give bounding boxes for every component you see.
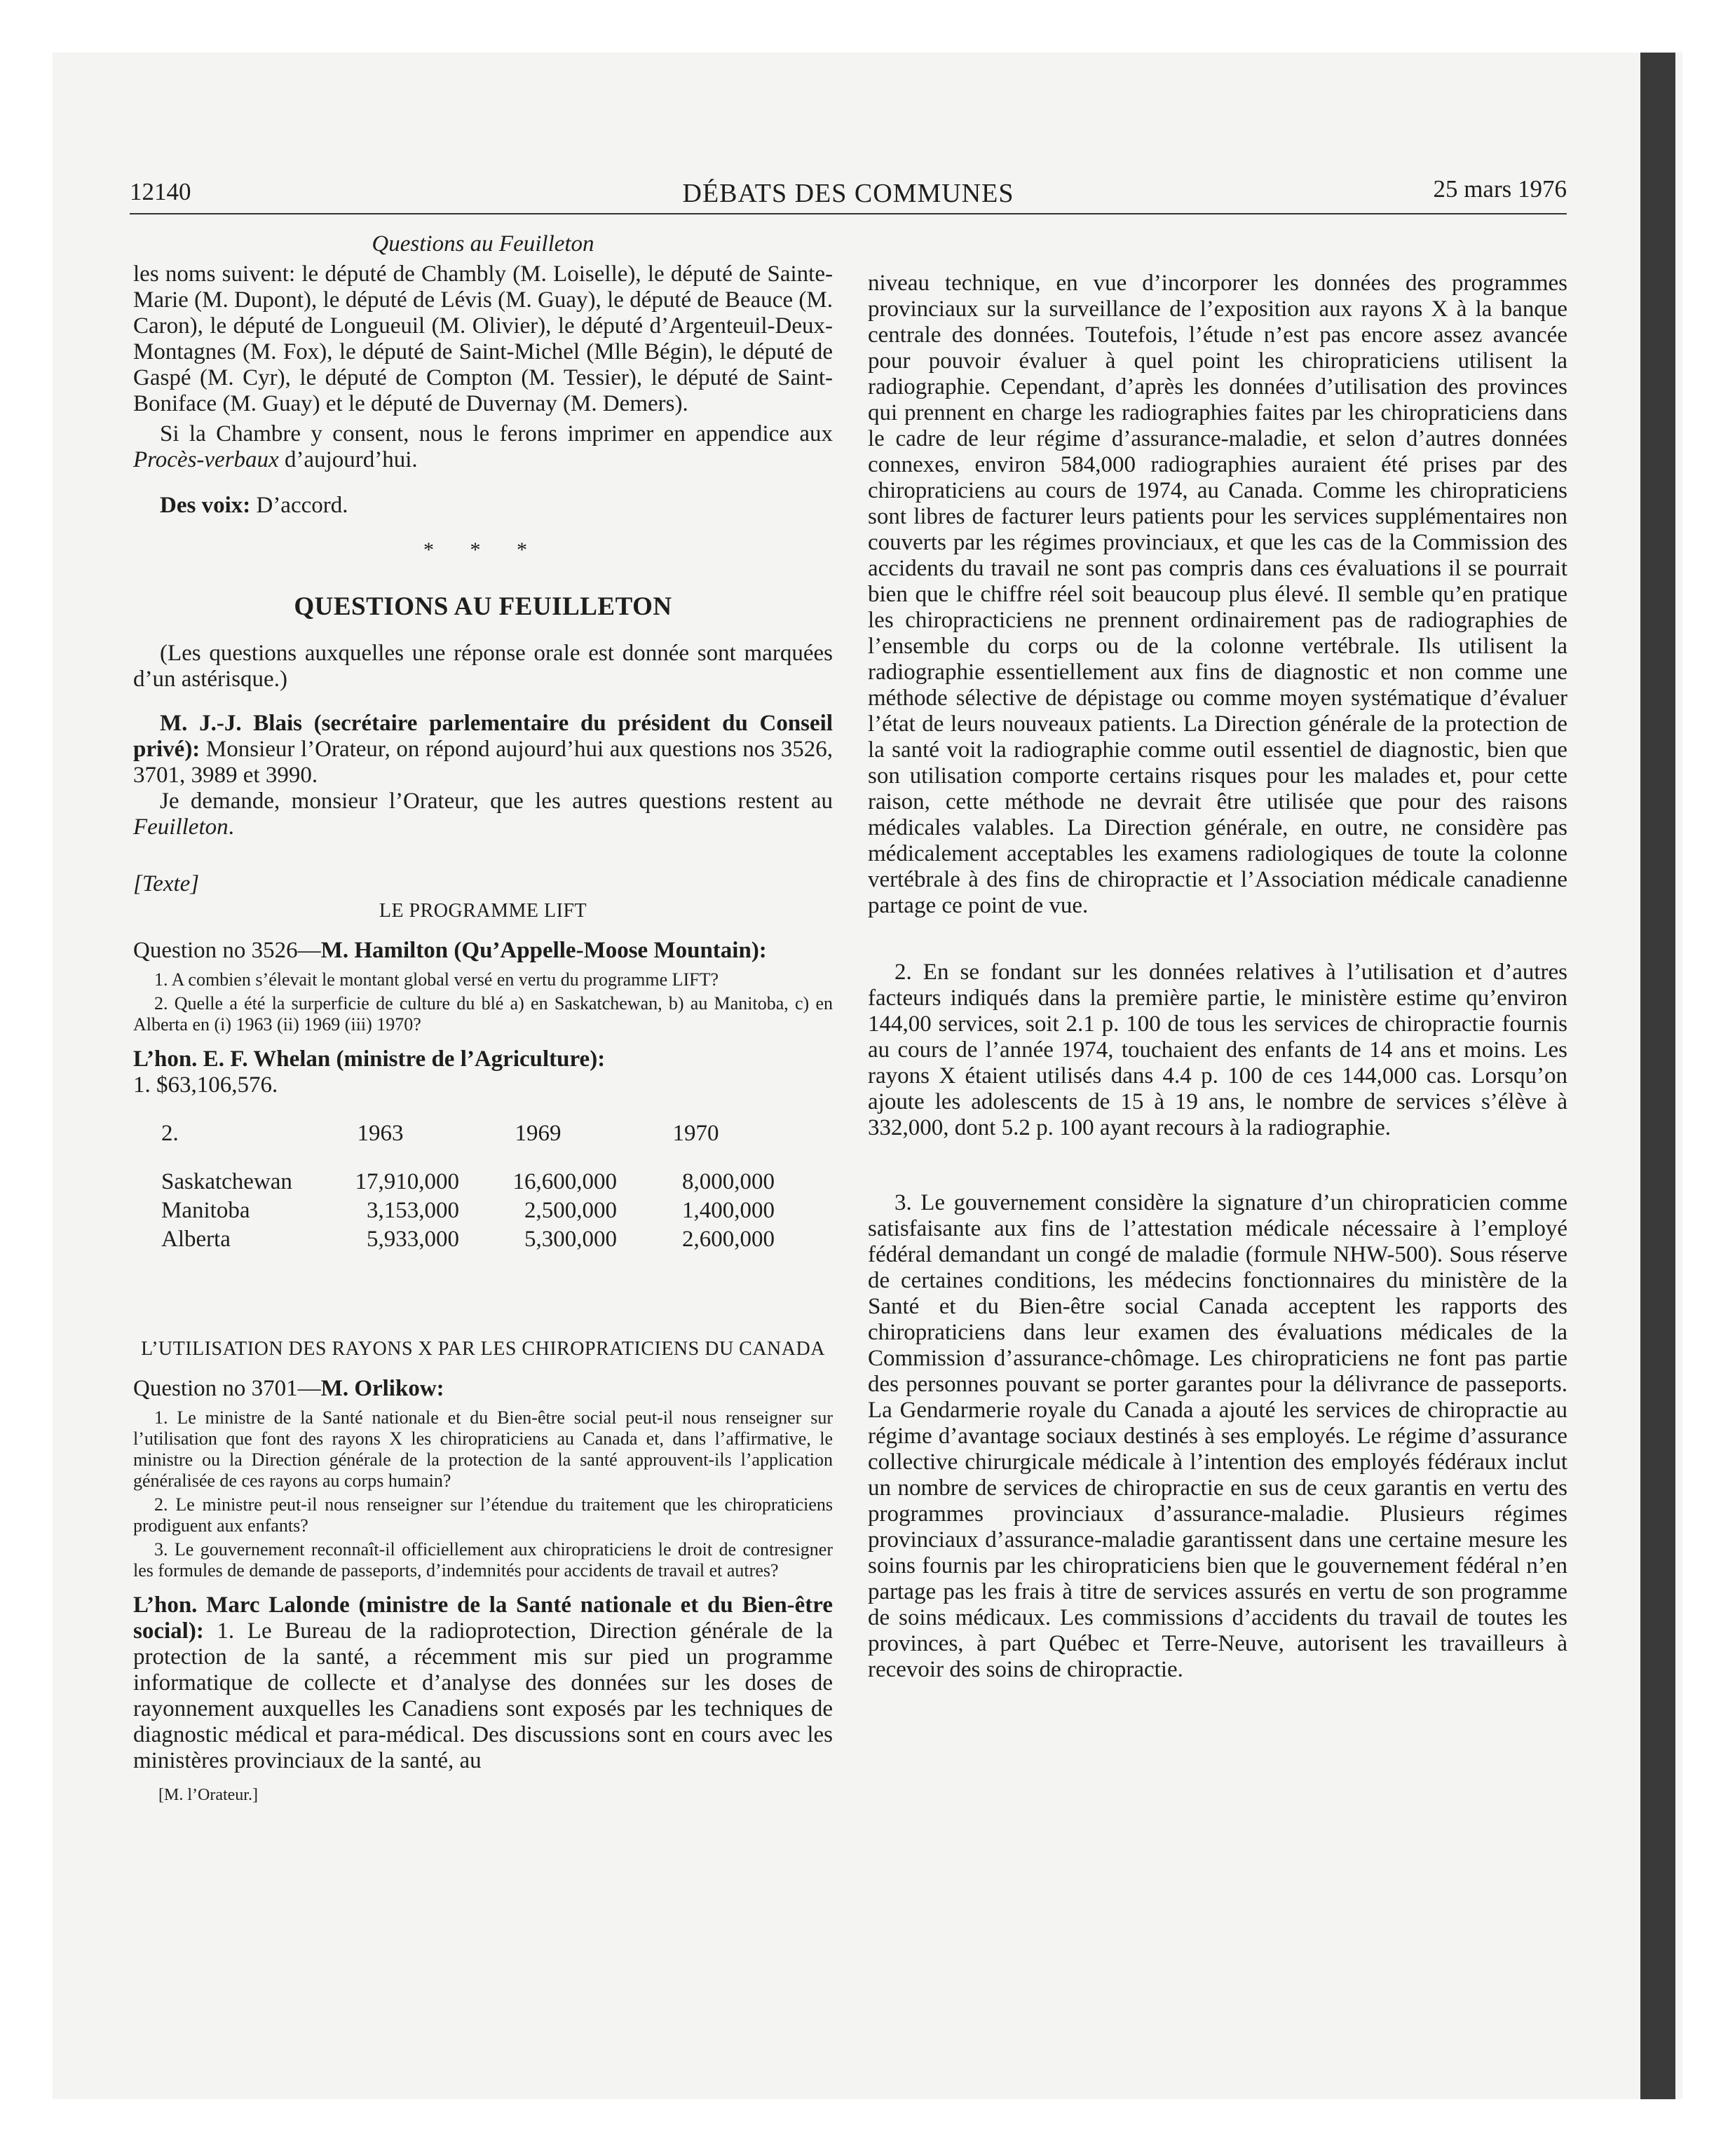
value-cell: 5,933,000	[367, 1227, 459, 1252]
question-3526-asker: M. Hamilton (Qu’Appelle-Moose Mountain):	[320, 938, 767, 963]
main-heading: QUESTIONS AU FEUILLETON	[294, 592, 672, 621]
list-item: 3. Le gouvernement reconnaît-il officiellement aux chiropraticiens le droit de contresigner les formules de demande de passeports, d’indemnités pour accidents de travail et autres?	[133, 1539, 833, 1581]
lift-heading: LE PROGRAMME LIFT	[379, 900, 587, 922]
page-header	[130, 174, 1567, 214]
province-cell: Manitoba	[161, 1198, 250, 1223]
table-label: 2.	[161, 1121, 179, 1146]
voices-label: Des voix:	[160, 493, 251, 518]
province-cell: Alberta	[161, 1227, 231, 1252]
voices-paragraph	[133, 493, 833, 519]
blais-request	[133, 789, 833, 840]
wheat-acreage-table	[161, 1119, 775, 1254]
blais-statement	[133, 711, 833, 789]
texte-label: [Texte]	[133, 871, 200, 896]
blais-request-text-b: .	[228, 814, 234, 840]
lalonde-speaker: L’hon. Marc Lalonde (ministre de la Santé nationale et du Bien-être social):	[133, 1592, 833, 1644]
year-header: 1963	[357, 1121, 404, 1146]
list-item: 2. Le ministre peut-il nous renseigner sur l’étendue du traitement que les chiropraticiens prodiguent aux enfants?	[133, 1494, 833, 1536]
whelan-speaker: L’hon. E. F. Whelan (ministre de l’Agriculture):	[133, 1046, 606, 1072]
value-cell: 3,153,000	[367, 1198, 459, 1223]
value-cell: 17,910,000	[355, 1169, 459, 1194]
blais-name: M. J.-J. Blais (secrétaire parlementaire du président du Conseil privé):	[133, 711, 833, 762]
blais-text: Monsieur l’Orateur, on répond aujourd’hui aux questions nos 3526, 3701, 3989 et 3990.	[133, 737, 833, 788]
left-column	[133, 231, 833, 1808]
question-3526	[133, 938, 833, 964]
question-3701-asker: M. Orlikow:	[320, 1376, 444, 1401]
table-row	[161, 1168, 775, 1196]
appendix-text-italic: Procès-verbaux	[133, 447, 279, 472]
appendix-paragraph	[133, 421, 833, 473]
answer-3-paragraph: 3. Le gouvernement considère la signature d’un chiropraticien comme satisfaisante aux fins de l’attestation médicale nécessaire à l’employé fédéral demandant un congé de maladie (formule NHW-500). Sous réserve de certaines conditions, les médecins fonctionnaires du ministère de la Santé et du Bien-être social Canada acceptent les rapports des chiropraticiens dans leur examen des évaluations médicales de la Commission d’assurance-chômage. Les chiropraticiens ne font pas partie des personnes pouvant se porter garantes pour la délivrance de passeports. La Gendarmerie royale du Canada a ajouté les services de chiropractie au régime d’avantage sociaux destinés à ses employés. Le régime d’assurance collective chirurgicale médicale à l’intention des employés fédéraux inclut un nombre de services de chiropractie en sus de ceux garantis en vertu des programmes provinciaux d’assurance-maladie. Plusieurs régimes provinciaux d’assurance-maladie garantissent dans une certaine mesure les soins fournis par les chiropraticiens bien que le gouvernement fédéral n’en partage pas les frais à titre de services assurés en vertu de son programme de soins médicaux. Les commissions d’accidents du travail de toutes les provinces, à part Québec et Terre-Neuve, autorisent les travailleurs à recevoir des soins de chiropractie.	[868, 1190, 1567, 1682]
table-row	[161, 1196, 775, 1225]
list-item: 1. A combien s’élevait le montant global versé en vertu du programme LIFT?	[154, 969, 719, 990]
section-stars: * * *	[423, 538, 543, 561]
province-cell: Saskatchewan	[161, 1169, 292, 1194]
list-item: 1. Le ministre de la Santé nationale et du Bien-être social peut-il nous renseigner sur l’utilisation que font des rayons X les chiropraticiens au Canada et, dans l’affirmative, le ministre ou la Direction générale de la protection de la santé approuvent-ils l’application généralisée de ces rayons au corps humain?	[133, 1407, 833, 1491]
oral-answer-note: (Les questions auxquelles une réponse orale est donnée sont marquées d’un astérisque.)	[133, 641, 833, 692]
lalonde-answer	[133, 1592, 833, 1774]
lalonde-text: 1. Le Bureau de la radioprotection, Direction générale de la protection de la santé, a récemment mis sur pied un programme informatique de collecte et d’analyse des données sur les doses de rayonnement auxquelles les Canadiens sont exposés par les techniques de diagnostic médical et para-médical. Des discussions sont en cours avec les ministères provinciaux de la santé, au	[133, 1618, 833, 1773]
value-cell: 16,600,000	[512, 1169, 617, 1194]
whelan-answer: 1. $63,106,576.	[133, 1072, 278, 1098]
issue-date: 25 mars 1976	[1433, 175, 1567, 203]
value-cell: 2,500,000	[524, 1198, 617, 1223]
question-3526-items	[133, 969, 833, 1035]
value-cell: 5,300,000	[524, 1227, 617, 1252]
value-cell: 2,600,000	[682, 1227, 775, 1252]
right-column	[868, 271, 1567, 1683]
question-3701-prefix: Question no 3701—	[133, 1376, 321, 1401]
value-cell: 8,000,000	[682, 1169, 775, 1194]
question-3701-items	[133, 1407, 833, 1581]
blais-request-text-a: Je demande, monsieur l’Orateur, que les autres questions restent au	[160, 789, 833, 814]
publication-title: DÉBATS DES COMMUNES	[682, 179, 1014, 208]
table-header-row	[161, 1119, 775, 1168]
table-row	[161, 1225, 775, 1254]
year-header: 1970	[672, 1121, 719, 1146]
blais-request-italic: Feuilleton	[133, 814, 229, 840]
answer-2-paragraph: 2. En se fondant sur les données relatives à l’utilisation et d’autres facteurs indiqués dans la première partie, le ministère estime qu’environ 144,00 services, soit 2.1 p. 100 de tous les services de chiropractie fournis au cours de l’année 1974, touchaient des enfants de 14 ans et moins. Les rayons X étaient utilisés dans 4.4 p. 100 de ces 144,000 cas. Lorsqu’on ajoute les adolescents de 15 à 19 ans, le nombre de services s’élève à 332,000, dont 5.2 p. 100 ayant recours à la radiographie.	[868, 960, 1567, 1140]
list-item: 2. Quelle a été la surperficie de culture du blé a) en Saskatchewan, b) au Manitoba, c) en Alberta en (i) 1963 (ii) 1969 (iii) 1970?	[133, 993, 833, 1035]
xray-heading: L’UTILISATION DES RAYONS X PAR LES CHIROPRATICIENS DU CANADA	[141, 1338, 825, 1360]
appendix-text-b: d’aujourd’hui.	[278, 447, 418, 472]
appendix-text-a: Si la Chambre y consent, nous le ferons imprimer en appendice aux	[160, 421, 833, 446]
page-number: 12140	[130, 178, 191, 205]
question-3701	[133, 1376, 833, 1402]
value-cell: 1,400,000	[682, 1198, 775, 1223]
year-header: 1969	[515, 1121, 562, 1146]
names-paragraph: les noms suivent: le député de Chambly (M. Loiselle), le député de Sainte-Marie (M. Dupont), le député de Lévis (M. Guay), le député de Beauce (M. Caron), le député de Longueuil (M. Olivier), le député d’Argenteuil-Deux-Montagnes (M. Fox), le député de Saint-Michel (Mlle Bégin), le député de Gaspé (M. Cyr), le député de Compton (M. Tessier), le député de Saint-Boniface (M. Guay) et le député de Duvernay (M. Demers).	[133, 261, 833, 416]
lalonde-continued-paragraph: niveau technique, en vue d’incorporer les données des programmes provinciaux sur la surveillance de l’exposition aux rayons X à la banque centrale des données. Toutefois, l’étude n’est pas encore assez avancée pour pouvoir évaluer à quel point les chiropraticiens utilisent la radiographie. Cependant, d’après les données d’utilisation des provinces qui prennent en charge les radiographies faites par les chiropraticiens dans le cadre de leur régime d’assurance-maladie, et selon d’autres données connexes, environ 584,000 radiographies auraient été prises par des chiropraticiens au cours de 1974, au Canada. Comme les chiropraticiens sont libres de facturer leurs patients pour les services supplémentaires non couverts par les régimes provinciaux, et que les cas de la Commission des accidents du travail ne sont pas compris dans ces évaluations il se pourrait bien que le chiffre réel soit beaucoup plus élevé. Il semble qu’en pratique les chiropracticiens ne prennent ordinairement pas de radiographies de l’ensemble du corps ou de la colonne vertébrale. Ils utilisent la radiographie essentiellement aux fins de diagnostic et non comme une méthode sélective de dépistage ou comme moyen systématique d’évaluer l’état de leurs nouveaux patients. La Direction générale de la protection de la santé voit la radiographie comme outil essentiel de diagnostic, bien que son utilisation comporte certains risques pour les malades et, pour cette raison, cette méthode ne devrait être utilisée que pour des raisons médicales valables. La Direction générale, en outre, ne considère pas médicalement acceptables les examens radiologiques de toute la colonne vertébrale à des fins de chiropractie et l’Association médicale canadienne partage ce point de vue.	[868, 271, 1567, 918]
voices-text: D’accord.	[250, 493, 348, 518]
section-label: Questions au Feuilleton	[372, 231, 594, 257]
scan-edge-bar	[1640, 53, 1675, 2099]
footer-note: [M. l’Orateur.]	[158, 1786, 258, 1804]
question-3526-prefix: Question no 3526—	[133, 938, 321, 963]
